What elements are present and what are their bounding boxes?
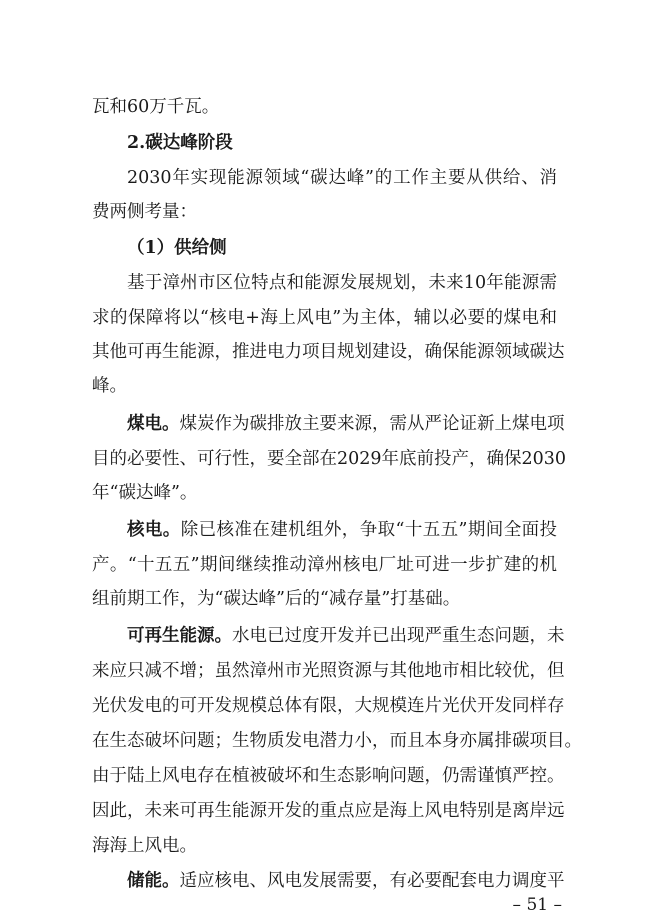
page-number: – 51 – — [512, 895, 562, 915]
text-line: 光伏发电的可开发规模总体有限，大规模连片光伏开发同样存 — [92, 696, 565, 716]
text-line: 组前期工作，为“碳达峰”后的“减存量”打基础。 — [92, 589, 461, 609]
text-line: 来应只减不增；虽然漳州市光照资源与其他地市相比较优，但 — [92, 661, 565, 681]
text-span: 煤炭作为碳排放主要来源，需从严论证新上煤电项 — [179, 414, 565, 434]
text-line: 费两侧考量： — [92, 202, 197, 222]
lead-storage: 储能。 — [127, 871, 180, 891]
text-line: 由于陆上风电存在植被破坏和生态影响问题，仍需谨慎严控。 — [92, 766, 565, 786]
text-span: 除已核准在建机组外，争取“十五五”期间全面投 — [180, 520, 557, 540]
paragraph-coal — [127, 412, 565, 436]
text-line: 基于漳州市区位特点和能源发展规划，未来10年能源需 — [127, 273, 557, 293]
text-line: 瓦和60万千瓦。 — [92, 97, 220, 117]
paragraph-renewable — [127, 624, 565, 648]
lead-renewable: 可再生能源。 — [127, 626, 232, 646]
text-line: 因此，未来可再生能源开发的重点应是海上风电特别是离岸远 — [92, 801, 565, 821]
text-line: 年“碳达峰”。 — [92, 483, 198, 503]
text-line: 海海上风电。 — [92, 836, 197, 856]
text-span: 水电已过度开发并已出现严重生态问题，未 — [232, 626, 565, 646]
lead-nuclear: 核电。 — [127, 520, 181, 540]
text-line: 其他可再生能源，推进电力项目规划建设，确保能源领域碳达 — [92, 342, 565, 362]
paragraph-nuclear — [127, 518, 557, 542]
text-line: 峰。 — [92, 376, 127, 396]
paragraph-storage — [127, 869, 565, 893]
subsection-heading: （1）供给侧 — [127, 238, 227, 258]
text-line: 求的保障将以“核电+海上风电”为主体，辅以必要的煤电和 — [92, 308, 557, 328]
text-line: 目的必要性、可行性，要全部在2029年底前投产，确保2030 — [92, 449, 567, 469]
text-line: 在生态破坏问题；生物质发电潜力小，而且本身亦属排碳项目。 — [92, 731, 582, 751]
text-line: 产。“十五五”期间继续推动漳州核电厂址可进一步扩建的机 — [92, 555, 557, 575]
text-span: 适应核电、风电发展需要，有必要配套电力调度平 — [179, 871, 565, 891]
text-line: 2030年实现能源领域“碳达峰”的工作主要从供给、消 — [127, 168, 557, 188]
section-heading: 2.碳达峰阶段 — [127, 133, 233, 153]
lead-coal: 煤电。 — [127, 414, 180, 434]
